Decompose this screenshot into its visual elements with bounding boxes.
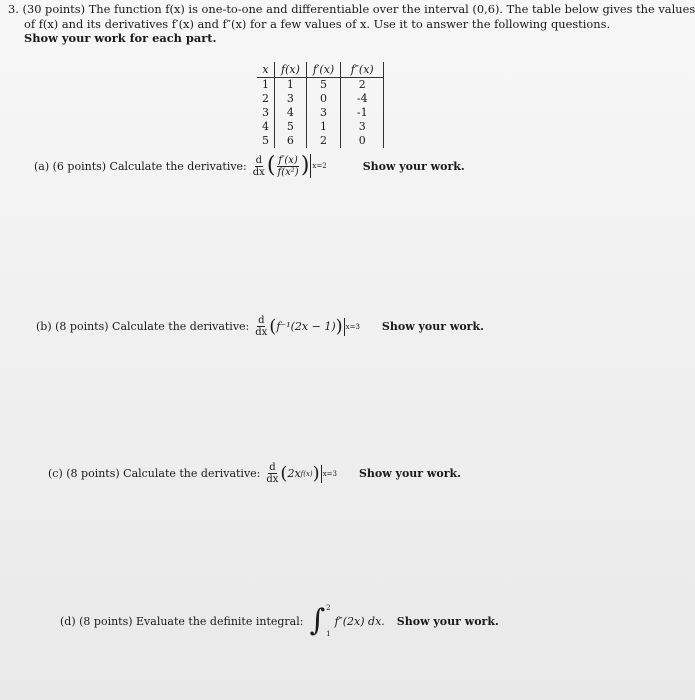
table-cell: 0 xyxy=(306,92,340,106)
part-d-label: (d) (8 points) Evaluate the definite integral: xyxy=(60,614,304,628)
part-c-label: (c) (8 points) Calculate the derivative: xyxy=(48,467,261,480)
table-cell: 1 xyxy=(306,120,340,134)
part-d xyxy=(60,604,499,638)
part-c-exponent: f(x) xyxy=(300,469,313,478)
part-c-base: 2x xyxy=(287,467,301,480)
question-points: (30 points) xyxy=(22,2,86,16)
table-row xyxy=(257,106,384,120)
question-number: 3. xyxy=(8,2,19,16)
part-d-limits xyxy=(326,604,330,638)
part-a-label: (a) (6 points) Calculate the derivative: xyxy=(34,159,247,173)
part-b-d-dx: $\frac{d}{dx}$ xyxy=(255,315,268,338)
part-c: (c) (8 points) Calculate the derivative: $\frac{d}{dx}$ ( 2x f(x) ) x=3 Show your work. xyxy=(48,462,461,485)
table-cell: 1 xyxy=(275,78,307,93)
table-cell: 2 xyxy=(257,92,275,106)
table-row xyxy=(257,120,384,134)
table-cell: 6 xyxy=(275,134,307,148)
part-b-show-work: Show your work. xyxy=(381,320,484,333)
table-cell: 5 xyxy=(275,120,307,134)
question-instruction: Show your work for each part. xyxy=(24,31,217,45)
header-fdoubleprime: f″(x) xyxy=(341,62,384,78)
question-line-2: of f(x) and its derivatives f′(x) and f″(x) for a few values of x. Use it to answer the following questions. xyxy=(24,16,611,31)
table-cell: 3 xyxy=(341,120,384,134)
table-cell: -4 xyxy=(341,92,384,106)
table-cell: 2 xyxy=(306,134,340,148)
table-cell: 0 xyxy=(341,134,384,148)
table-cell: 5 xyxy=(257,134,275,148)
part-b-expression: f⁻¹(2x − 1) xyxy=(276,320,336,333)
part-a-quotient: $\frac{f'(x)}{\text{f(x²)}}$ xyxy=(277,154,299,178)
table-cell: 2 xyxy=(341,78,384,93)
table-cell: 4 xyxy=(275,106,307,120)
header-x: x xyxy=(257,62,275,78)
part-b-eval-point: x=3 xyxy=(345,322,360,331)
part-b-label: (b) (8 points) Calculate the derivative: xyxy=(36,320,250,333)
question-line1-text: The function f(x) is one-to-one and differentiable over the interval (0,6). The table below gives the values xyxy=(88,2,695,16)
table-cell: 3 xyxy=(257,106,275,120)
integral-sign: ∫ xyxy=(309,603,326,638)
part-d-lower-limit: 1 xyxy=(326,630,331,638)
part-a-show-work: Show your work. xyxy=(362,159,465,173)
part-c-eval-point: x=3 xyxy=(322,469,337,478)
part-a: (a) (6 points) Calculate the derivative: $\frac{d}{dx}$ ( $\frac{f'(x)}{\text{f(x²)}}$ ) x=2 Show your work. xyxy=(34,153,465,178)
header-fprime: f′(x) xyxy=(306,62,340,78)
table-cell: -1 xyxy=(341,106,384,120)
part-c-d-dx: $\frac{d}{dx}$ xyxy=(266,462,279,485)
part-d-upper-limit: 2 xyxy=(326,604,331,612)
part-d-integrand: f″(2x) dx. xyxy=(334,614,385,628)
table-row xyxy=(257,78,384,93)
part-b: (b) (8 points) Calculate the derivative: $\frac{d}{dx}$ ( f⁻¹(2x − 1) ) x=3 Show your work. xyxy=(36,315,484,338)
table-cell: 3 xyxy=(275,92,307,106)
table-cell: 5 xyxy=(306,78,340,93)
table-cell: 1 xyxy=(257,78,275,93)
question-line-1 xyxy=(8,2,695,17)
header-f: f(x) xyxy=(275,62,307,78)
values-table xyxy=(257,62,384,148)
table-header-row xyxy=(257,62,384,78)
part-a-d-dx: $\frac{d}{dx}$ xyxy=(252,154,265,178)
table-row xyxy=(257,92,384,106)
table-row xyxy=(257,134,384,148)
table-cell: 4 xyxy=(257,120,275,134)
table-cell: 3 xyxy=(306,106,340,120)
question-intro xyxy=(8,2,695,46)
part-d-show-work: Show your work. xyxy=(396,614,499,628)
part-a-eval-point: x=2 xyxy=(312,162,327,170)
part-c-show-work: Show your work. xyxy=(358,467,461,480)
